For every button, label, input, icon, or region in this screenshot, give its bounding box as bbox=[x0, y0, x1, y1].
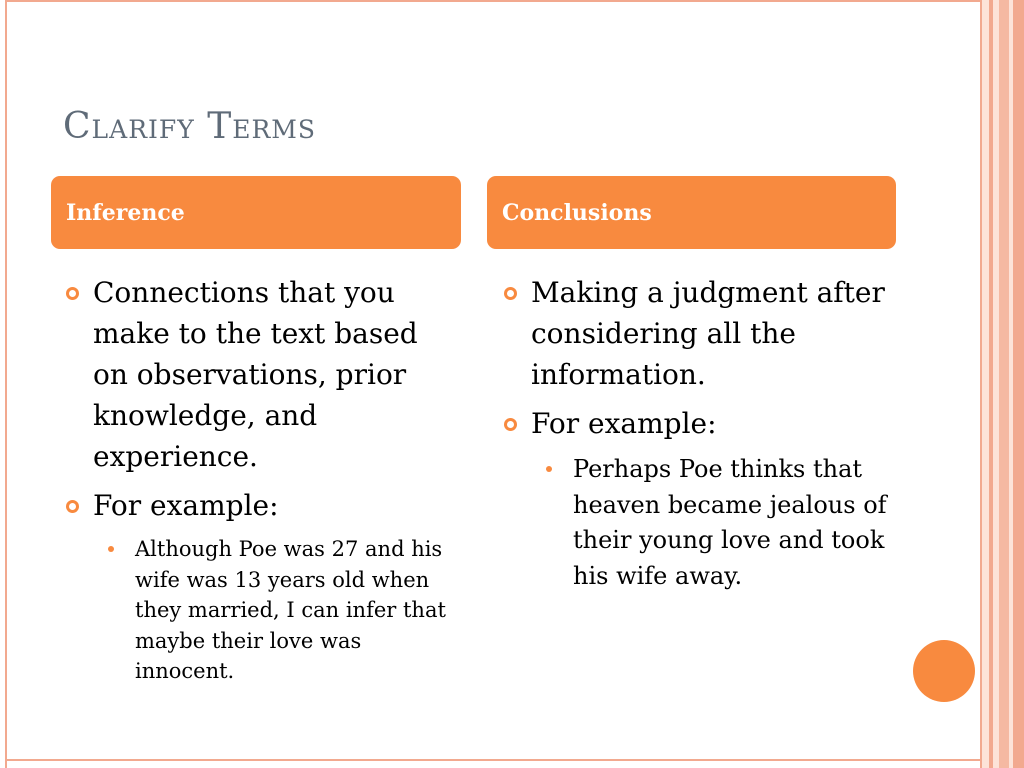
frame-left-line bbox=[5, 0, 7, 768]
ring-bullet-icon bbox=[504, 287, 517, 300]
list-item-text: Connections that you make to the text based on observations, prior knowledge, and experience. bbox=[93, 276, 418, 473]
dot-bullet-icon bbox=[546, 466, 552, 472]
frame-top-line bbox=[5, 0, 980, 2]
sub-list-item-text: Although Poe was 27 and his wife was 13 years old when they married, I can infer that maybe their love was innocent. bbox=[135, 537, 446, 683]
conclusions-header bbox=[487, 176, 896, 249]
ring-bullet-icon bbox=[504, 418, 517, 431]
list-item bbox=[62, 485, 457, 526]
conclusions-header-label: Conclusions bbox=[502, 199, 652, 226]
decorative-circle bbox=[913, 640, 975, 702]
ring-bullet-icon bbox=[66, 500, 79, 513]
list-item bbox=[62, 272, 457, 477]
conclusions-column bbox=[500, 272, 890, 594]
sub-list-item bbox=[500, 452, 890, 594]
dot-bullet-icon bbox=[108, 546, 114, 552]
ring-bullet-icon bbox=[66, 287, 79, 300]
list-item bbox=[500, 272, 890, 395]
inference-header bbox=[51, 176, 461, 249]
inference-header-label: Inference bbox=[66, 199, 185, 226]
list-item bbox=[500, 403, 890, 444]
list-item-text: For example: bbox=[93, 489, 279, 522]
sub-list-item bbox=[62, 534, 457, 687]
decorative-stripes bbox=[980, 0, 1024, 768]
list-item-text: Making a judgment after considering all the information. bbox=[531, 276, 885, 391]
list-item-text: For example: bbox=[531, 407, 717, 440]
inference-column bbox=[62, 272, 457, 687]
frame-bottom-line bbox=[5, 759, 980, 761]
slide-title: Clarify Terms bbox=[63, 106, 317, 147]
sub-list-item-text: Perhaps Poe thinks that heaven became jealous of their young love and took his wife away. bbox=[573, 455, 887, 590]
